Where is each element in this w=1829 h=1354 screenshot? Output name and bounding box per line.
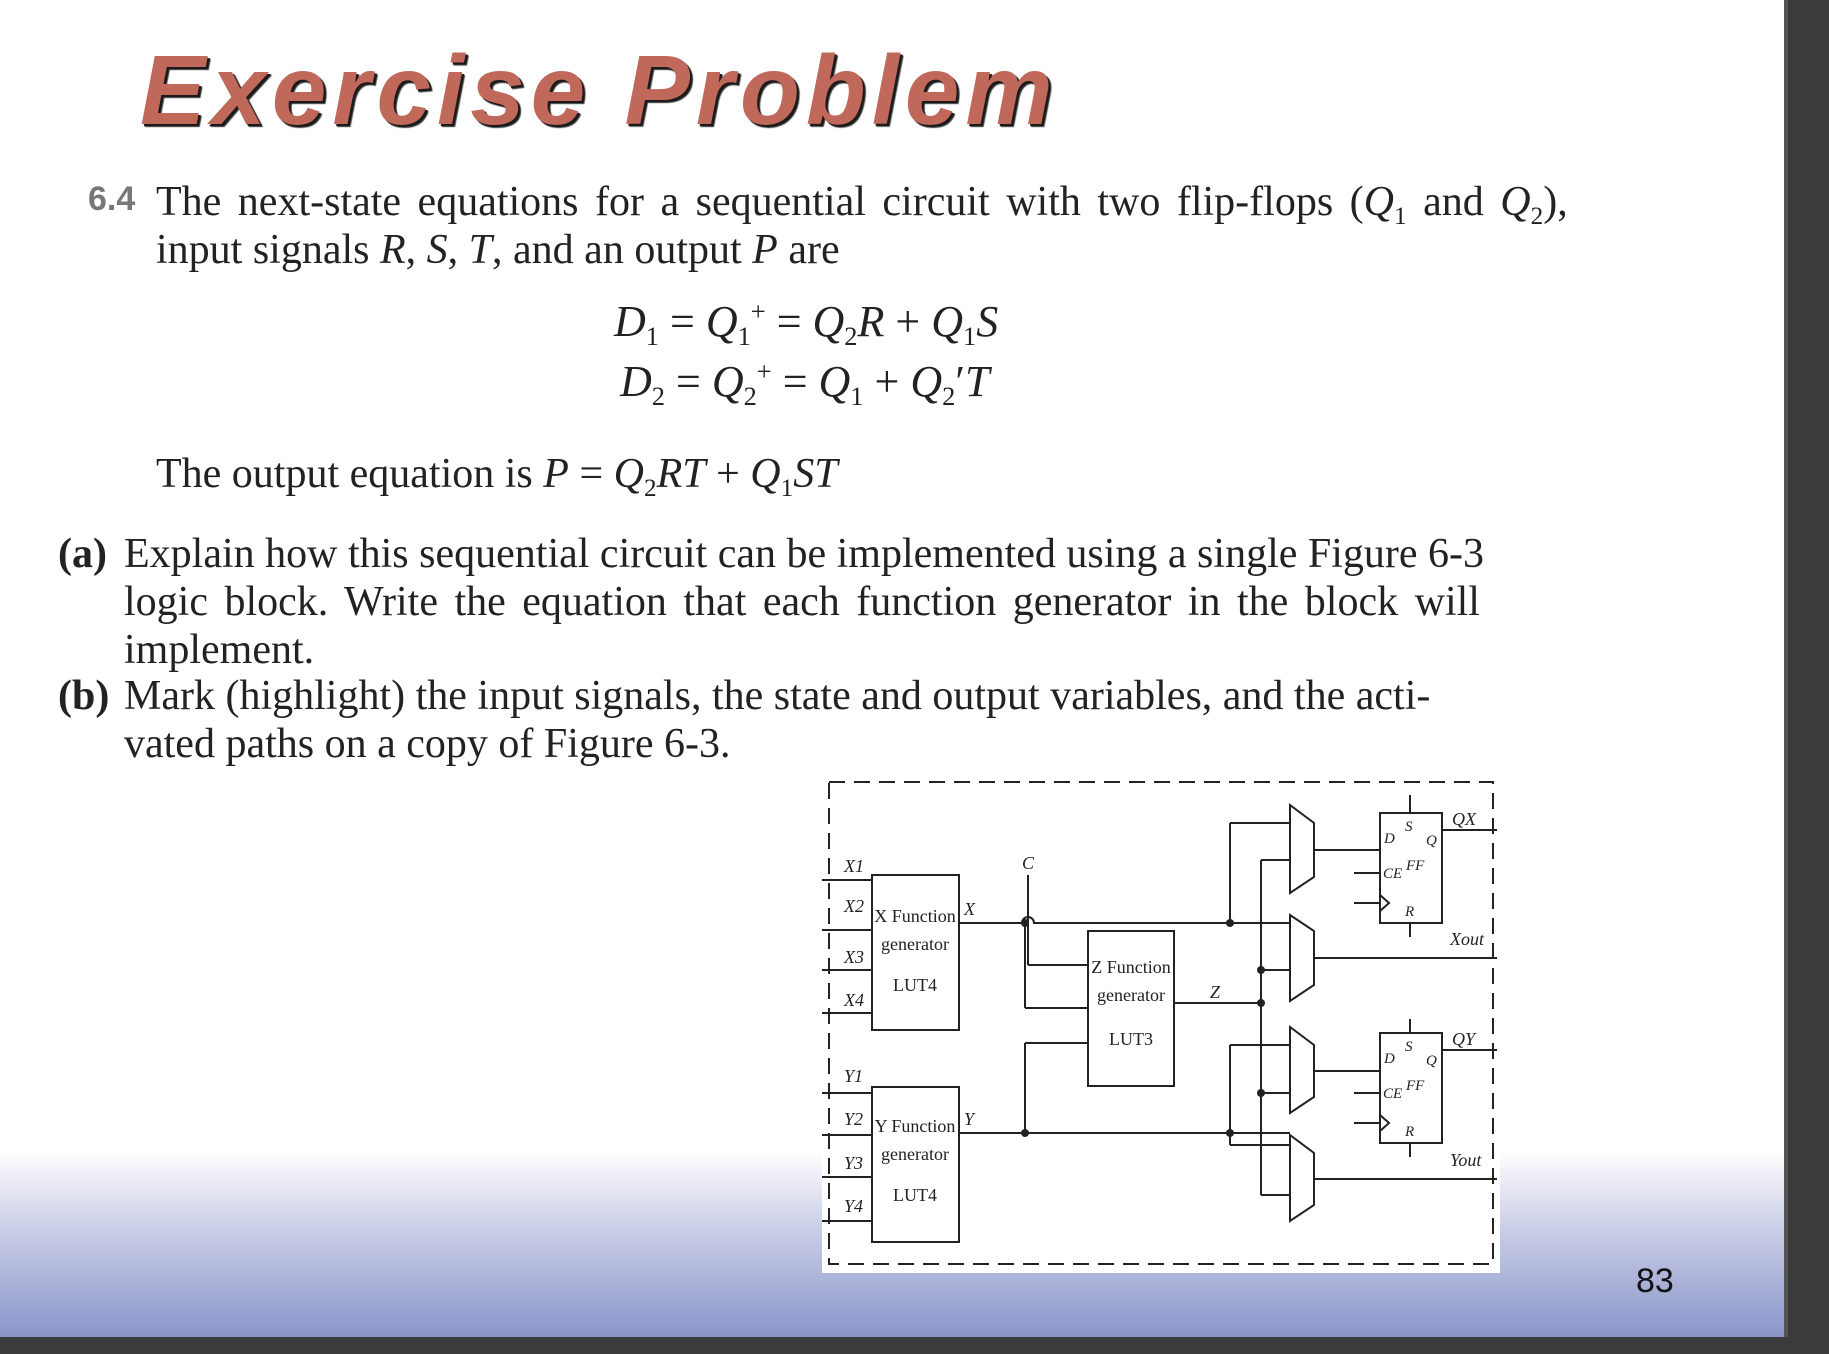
ffy-r: R (1405, 1124, 1415, 1140)
ffx-d: D (1384, 831, 1395, 847)
z-function-box (1088, 931, 1174, 1086)
figure-6-3 (822, 775, 1500, 1273)
mux-4 (1290, 1135, 1314, 1221)
part-b-line-2: vated paths on a copy of Figure 6-3. (124, 721, 731, 767)
part-b-line-1: Mark (highlight) the input signals, the state and output variables, and the acti- (124, 673, 1431, 719)
signal-x-label: X (964, 899, 975, 919)
ffy-s: S (1405, 1039, 1413, 1055)
signal-z-label: Z (1210, 982, 1221, 1002)
signal-c-label: C (1022, 853, 1035, 873)
logic-block-diagram (822, 775, 1500, 1273)
ffx-r: R (1405, 904, 1415, 920)
label-y3: Y3 (844, 1153, 864, 1173)
ffy-ce: CE (1383, 1086, 1403, 1102)
equation-d2: $D_2 = Q_2^+ = Q_1 + Q_2'T$ (620, 356, 990, 412)
page-number: 83 (1636, 1262, 1674, 1300)
z-block-title: Z Function (1091, 957, 1171, 977)
part-a-line-1: Explain how this sequential circuit can be implemented using a single Figure 6-3 (124, 531, 1485, 577)
y-block-title: Y Function (874, 1116, 956, 1136)
right-edge-bar (1784, 0, 1829, 1354)
z-block-lut: LUT3 (1109, 1029, 1153, 1049)
y-block-sub: generator (881, 1144, 949, 1164)
ffx-s: S (1405, 819, 1413, 835)
slide-title: Exercise Problem (140, 35, 1059, 145)
bottom-edge-bar (0, 1337, 1829, 1354)
output-qx: QX (1452, 809, 1476, 829)
y-function-box (872, 1087, 959, 1242)
ffx-ce: CE (1383, 866, 1403, 882)
label-x3: X3 (844, 947, 864, 967)
output-xout: Xout (1450, 929, 1484, 949)
output-yout: Yout (1450, 1150, 1482, 1170)
label-y2: Y2 (844, 1109, 864, 1129)
mux-3 (1290, 1027, 1314, 1113)
x-block-title: X Function (874, 906, 956, 926)
ffy-q: Q (1426, 1053, 1437, 1069)
problem-intro-line-2: input signals R, S, T, and an output P are (156, 227, 840, 273)
output-qy: QY (1452, 1029, 1476, 1049)
label-x4: X4 (844, 990, 864, 1010)
signal-y-label: Y (964, 1109, 975, 1129)
mux-1 (1290, 805, 1314, 893)
ffx-ff: FF (1406, 858, 1425, 874)
label-x2: X2 (844, 896, 864, 916)
label-x1: X1 (844, 856, 864, 876)
z-block-sub: generator (1097, 985, 1165, 1005)
label-y1: Y1 (844, 1066, 864, 1086)
part-a-line-3: implement. (124, 627, 315, 673)
mux-2 (1290, 915, 1314, 1001)
part-a-label: (a) (58, 531, 107, 577)
problem-intro-line-1: The next-state equations for a sequential circuit with two flip-flops ($Q_1$ and $Q_2$), (156, 179, 1568, 230)
x-block-sub: generator (881, 934, 949, 954)
ffx-q: Q (1426, 833, 1437, 849)
x-block-lut: LUT4 (893, 975, 937, 995)
ffy-d: D (1384, 1051, 1395, 1067)
ffy-ff: FF (1406, 1078, 1425, 1094)
part-a-line-2: logic block. Write the equation that each function generator in the block will (124, 579, 1480, 625)
part-b-label: (b) (58, 673, 110, 719)
problem-number: 6.4 (88, 180, 136, 218)
y-block-lut: LUT4 (893, 1185, 937, 1205)
label-y4: Y4 (844, 1196, 864, 1216)
equation-d1: $D_1 = Q_1^+ = Q_2R + Q_1S$ (614, 296, 999, 352)
output-equation: The output equation is $P = Q_2RT + Q_1ST$ (156, 451, 838, 502)
